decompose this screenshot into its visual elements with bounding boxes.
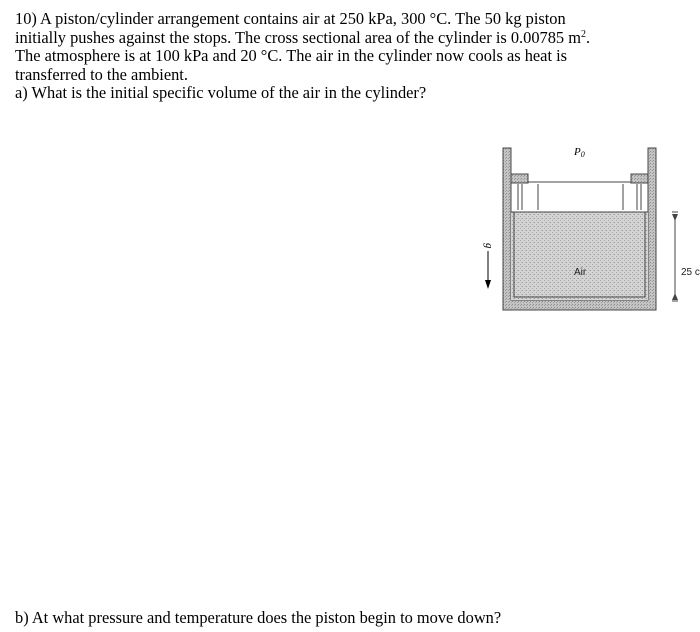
problem-line-4: transferred to the ambient. <box>15 64 188 84</box>
air-label: Air <box>574 267 587 278</box>
stop-left <box>511 174 528 183</box>
area-unit-exponent: 2 <box>580 28 586 40</box>
problem-statement <box>15 10 655 103</box>
gravity-arrow-head <box>485 280 491 289</box>
problem-line-2-text: initially pushes against the stops. The cross sectional area of the cylinder is 0.00785 m <box>15 27 581 47</box>
piston <box>511 182 648 212</box>
gravity-label: g <box>483 243 495 249</box>
question-part-b: b) At what pressure and temperature does the piston begin to move down? <box>15 608 502 627</box>
problem-line-2-end: . <box>585 27 591 47</box>
air-region <box>511 212 648 300</box>
problem-line-3: The atmosphere is at 100 kPa and 20 °C. The air in the cylinder now cools as heat is <box>15 46 568 65</box>
problem-line-2 <box>15 29 655 48</box>
piston-cylinder-diagram <box>470 130 700 325</box>
height-dimension-top-arrow <box>672 214 678 221</box>
stop-right <box>631 174 648 183</box>
height-dimension-bottom-arrow <box>672 293 678 300</box>
height-label: 25 c <box>681 267 700 278</box>
atmosphere-pressure-label: P0 <box>574 146 585 159</box>
question-part-a: a) What is the initial specific volume of the air in the cylinder? <box>15 83 427 102</box>
problem-line-1: 10) A piston/cylinder arrangement contains air at 250 kPa, 300 °C. The 50 kg piston <box>15 9 566 28</box>
